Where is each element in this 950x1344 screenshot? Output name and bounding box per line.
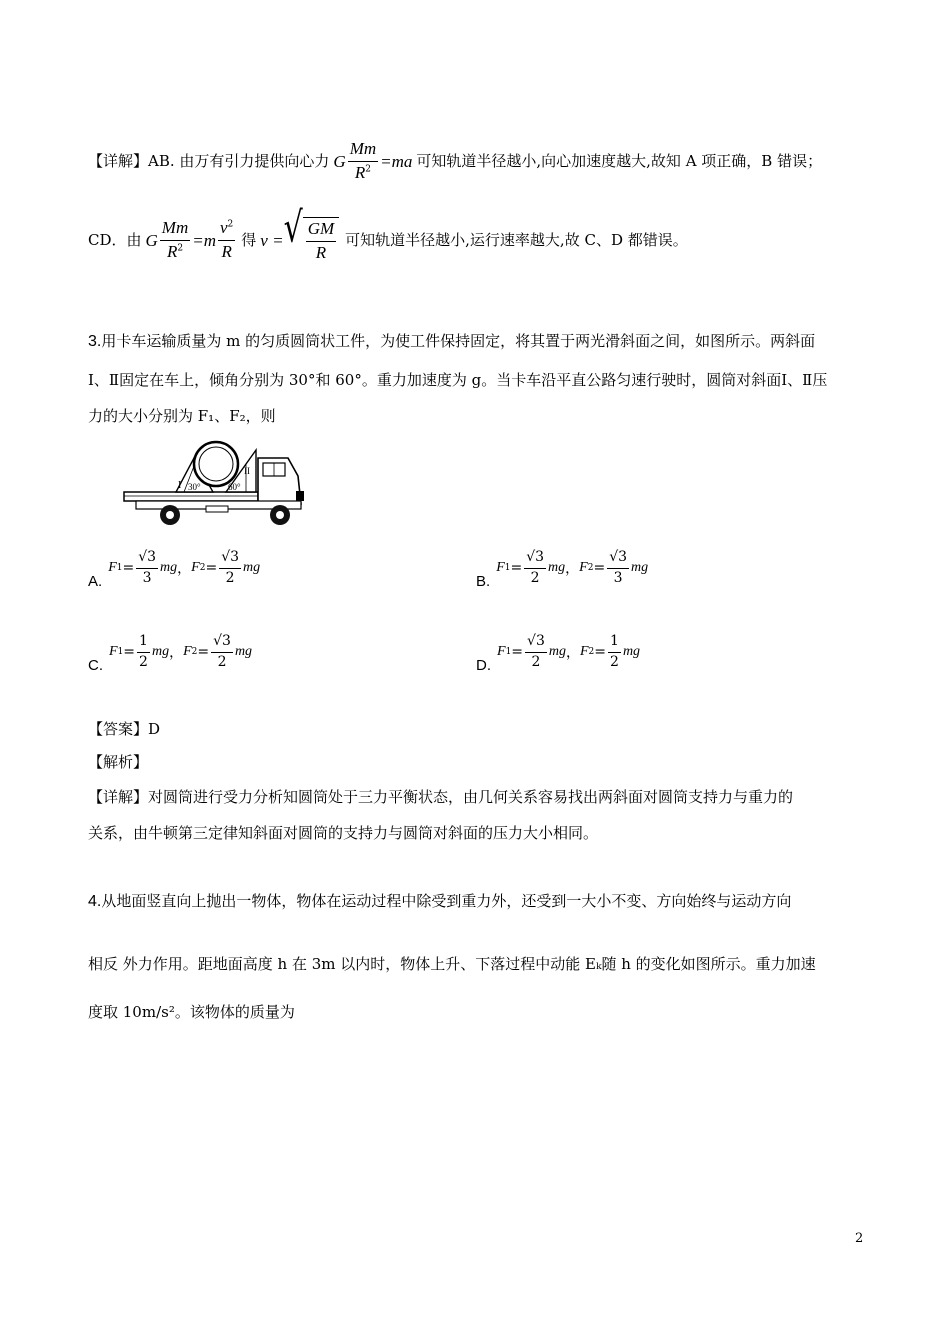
answer-line bbox=[88, 718, 160, 739]
equals-sign: = bbox=[511, 644, 524, 660]
de-text: 得 bbox=[241, 230, 257, 249]
equals-sign: = bbox=[593, 560, 606, 576]
equals-sign: = bbox=[122, 560, 135, 576]
page-number-text: 2 bbox=[855, 1231, 864, 1246]
equals-sign: = bbox=[594, 644, 607, 660]
fraction-numerator: v bbox=[220, 217, 228, 237]
question-3-number: 3. bbox=[88, 333, 102, 350]
question-3-line-3 bbox=[88, 405, 276, 426]
f1-denominator: 2 bbox=[530, 569, 540, 586]
f1-denominator: 2 bbox=[139, 653, 148, 670]
question-4-text-3: 度取 10m/s²。该物体的质量为 bbox=[88, 1003, 295, 1021]
option-d[interactable]: D. F 1 = $\frac{√3}{2}$ mg ， F 2 = $\frac{1}{2}$ mg bbox=[476, 633, 641, 674]
force-f2: F bbox=[191, 560, 200, 575]
f2-denominator: 2 bbox=[610, 653, 619, 670]
v-equals: v = bbox=[260, 230, 284, 250]
truck-figure bbox=[118, 436, 308, 532]
answer-text: 【答案】D bbox=[88, 720, 161, 738]
f2-numerator: √3 bbox=[607, 550, 629, 568]
mg-text: mg bbox=[234, 644, 253, 659]
detail-ab-suffix: 可知轨道半径越小,向心加速度越大,故知 A 项正确，B 错误； bbox=[416, 151, 823, 170]
sqrt-numerator: GM bbox=[306, 220, 336, 242]
option-d-label: D. bbox=[476, 657, 491, 674]
detail-ab-prefix: 【详解】AB. 由万有引力提供向心力 bbox=[88, 151, 330, 170]
separator: ， bbox=[169, 645, 184, 661]
force-f1: F bbox=[497, 644, 506, 659]
page-number bbox=[855, 1231, 863, 1246]
f1-denominator: 3 bbox=[142, 569, 152, 586]
truck-bed bbox=[124, 492, 258, 501]
equals-sign: = bbox=[205, 560, 218, 576]
option-b[interactable]: B. F 1 = $\frac{√3}{2}$ mg ， F 2 = $\frac{√3}{3}$ mg bbox=[476, 549, 649, 590]
gravity-constant: G bbox=[333, 151, 346, 171]
mg-text: mg bbox=[160, 560, 178, 575]
f2-denominator: 2 bbox=[225, 569, 235, 586]
detail-text-2: 关系，由牛顿第三定律知斜面对圆筒的支持力与圆筒对斜面的压力大小相同。 bbox=[88, 824, 599, 842]
question-4-line-1 bbox=[88, 890, 791, 911]
analysis-text: 【解析】 bbox=[88, 753, 149, 771]
question-3-line-1 bbox=[88, 330, 815, 351]
question-3-text-3: 力的大小分别为 F₁、F₂，则 bbox=[88, 407, 276, 425]
separator: ， bbox=[565, 645, 580, 661]
detail-cd-prefix: CD．由 bbox=[88, 230, 142, 249]
radical-sign-icon: √ bbox=[283, 204, 303, 254]
mg-text: mg bbox=[151, 644, 170, 659]
fraction-denominator: R bbox=[354, 162, 366, 182]
force-f2: F bbox=[579, 560, 588, 575]
incline-two-label: II bbox=[244, 466, 250, 476]
force-f2: F bbox=[579, 644, 589, 659]
gravity-constant: G bbox=[145, 230, 158, 250]
f1-numerator: √3 bbox=[524, 550, 546, 568]
mg-text: mg bbox=[622, 644, 641, 659]
separator: ， bbox=[565, 561, 580, 577]
fraction-numerator: Mm bbox=[348, 140, 378, 162]
cylinder-workpiece bbox=[194, 442, 238, 486]
f2-numerator: √3 bbox=[219, 550, 241, 568]
question-3-text-1: 用卡车运输质量为 m 的匀质圆筒状工件，为使工件保持固定，将其置于两光滑斜面之间，如图所示。两斜面 bbox=[101, 332, 816, 350]
option-a[interactable]: A. F 1 = $\frac{√3}{3}$ mg ， F 2 = $\frac{√3}{2}$ mg bbox=[88, 549, 261, 590]
detail-line-1 bbox=[88, 786, 793, 807]
fraction-numerator: Mm bbox=[160, 219, 190, 241]
fraction-denominator: R bbox=[221, 241, 232, 261]
fraction-mm-r2 bbox=[348, 140, 378, 182]
f2-numerator: √3 bbox=[211, 634, 233, 652]
equals-sign: = bbox=[510, 560, 523, 576]
equals-ma: =ma bbox=[380, 151, 413, 171]
question-3-line-2 bbox=[88, 369, 827, 390]
fraction-denominator: R bbox=[166, 241, 178, 261]
f1-denominator: 2 bbox=[531, 653, 541, 670]
f1-fraction bbox=[137, 634, 150, 670]
f2-fraction bbox=[608, 634, 621, 670]
equals-sign: = bbox=[123, 644, 136, 660]
equals-m: =m bbox=[192, 230, 216, 250]
question-4-text-2: 相反 外力作用。距地面高度 h 在 3m 以内时，物体上升、下落过程中动能 Eₖ随 h 的变化如图所示。重力加速 bbox=[88, 955, 816, 973]
f1-numerator: 1 bbox=[137, 634, 150, 652]
detail-ab-line bbox=[88, 138, 822, 184]
option-c-label: C. bbox=[88, 657, 103, 674]
sqrt-denominator: R bbox=[315, 243, 327, 262]
mg-text: mg bbox=[548, 644, 566, 659]
mg-text: mg bbox=[631, 560, 649, 575]
f2-fraction bbox=[607, 550, 629, 586]
detail-cd-line bbox=[88, 204, 688, 268]
question-3-text-2: Ⅰ、Ⅱ固定在车上，倾角分别为 30°和 60°。重力加速度为 g。当卡车沿平直公路匀速行驶时，圆筒对斜面Ⅰ、Ⅱ压 bbox=[88, 371, 828, 389]
question-4-text-1: 从地面竖直向上抛出一物体，物体在运动过程中除受到重力外，还受到一大小不变、方向始终与运动方向 bbox=[101, 892, 792, 910]
question-4-line-2 bbox=[88, 953, 816, 974]
force-f2: F bbox=[183, 644, 192, 659]
mg-text: mg bbox=[243, 560, 261, 575]
incline-one-label: I bbox=[178, 480, 182, 491]
fraction-mm-r2 bbox=[160, 219, 190, 261]
fraction-denominator-exp: 2 bbox=[365, 163, 371, 174]
mg-text: mg bbox=[548, 560, 566, 575]
f2-denominator: 3 bbox=[613, 569, 623, 586]
f2-denominator: 2 bbox=[217, 653, 227, 670]
analysis-heading bbox=[88, 751, 148, 772]
fraction-v2-r bbox=[218, 219, 235, 261]
fraction-numerator-exp: 2 bbox=[227, 219, 234, 230]
f1-numerator: √3 bbox=[525, 634, 547, 652]
detail-text-1: 【详解】对圆筒进行受力分析知圆筒处于三力平衡状态，由几何关系容易找出两斜面对圆筒支持力与重力的 bbox=[88, 788, 794, 806]
detail-cd-suffix: 可知轨道半径越小,运行速率越大,故 C、D 都错误。 bbox=[345, 230, 688, 249]
angle-60-label: 60° bbox=[228, 482, 241, 492]
question-4-line-3 bbox=[88, 1001, 295, 1022]
f2-fraction bbox=[211, 634, 233, 670]
force-f1: F bbox=[109, 644, 118, 659]
force-f1: F bbox=[496, 560, 505, 575]
f1-fraction bbox=[524, 550, 546, 586]
f1-fraction bbox=[525, 634, 547, 670]
angle-30-label: 30° bbox=[188, 482, 201, 492]
force-f1: F bbox=[108, 560, 117, 575]
fraction-denominator-exp: 2 bbox=[177, 242, 184, 253]
detail-line-2 bbox=[88, 822, 598, 843]
f2-fraction bbox=[219, 550, 241, 586]
option-b-label: B. bbox=[476, 573, 491, 590]
option-c[interactable]: C. F 1 = $\frac{1}{2}$ mg ， F 2 = $\frac{√3}{2}$ mg bbox=[88, 633, 253, 674]
f1-numerator: √3 bbox=[136, 550, 158, 568]
separator: ， bbox=[177, 561, 192, 577]
question-4-number: 4. bbox=[88, 893, 102, 910]
equals-sign: = bbox=[197, 644, 210, 660]
f1-fraction bbox=[136, 550, 158, 586]
option-a-label: A. bbox=[88, 573, 103, 590]
sqrt-gm-over-r bbox=[283, 204, 340, 262]
f2-numerator: 1 bbox=[608, 634, 621, 652]
